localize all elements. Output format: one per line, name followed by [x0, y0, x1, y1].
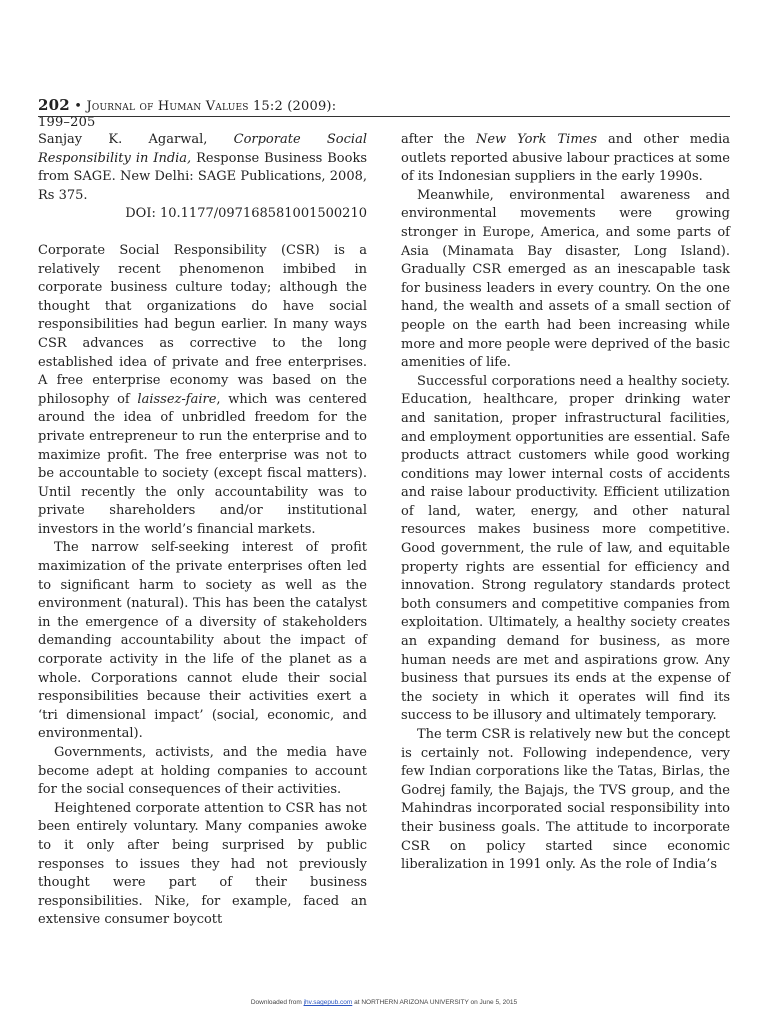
book-doi: DOI: 10.1177/097168581001500210 [125, 206, 367, 222]
book-author: Sanjay K. Agarwal, [38, 132, 234, 147]
left-paragraph-3: Governments, activists, and the media have become adept at holding companies to account for the social consequences of their activities. [38, 745, 367, 798]
left-paragraph-2: The narrow self-seeking interest of profit maximization of the private enterprises often led to significant harm to society as well as the environment (natural). This has been the catalyst in the emergence of a diversity of stakeholders demanding accountability about the impact of corporate activity in the life of the planet as a whole. Corporations cannot elude their social responsibilities because their activities exert a ‘tri dimensional impact’ (social, economic, and environmental). [38, 540, 367, 742]
right-paragraph-4: The term CSR is relatively new but the concept is certainly not. Following independence, very few Indian corporations like the Tatas, Birlas, the Godrej family, the Bajajs, the TVS group, and the Mahindras incorporated social responsibility into their business goals. The attitude to incorporate CSR on policy started since economic liberalization in 1991 only. As the role of India’s [401, 727, 730, 873]
right-paragraph-3: Successful corporations need a healthy society. Education, healthcare, proper drinking water and sanitation, proper infrastructural facilities, and employment opportunities are essential. Safe products attract customers while good working conditions may lower internal costs of accidents and raise labour productivity. Efficient utilization of land, water, energy, and other natural resources makes business more competitive. Good government, the rule of law, and equitable property rights are essential for efficiency and innovation. Strong regulatory standards protect both consumers and competitive companies from exploitation. Ultimately, a healthy society creates an expanding demand for business, as more human needs are met and aspirations grow. Any business that pursues its ends at the expense of the society in which it operates will find its success to be illusory and ultimately temporary. [401, 373, 730, 724]
header-rule [38, 116, 730, 117]
page-number: 202 [38, 96, 70, 114]
left-paragraph-1: Corporate Social Responsibility (CSR) is a relatively recent phenomenon imbibed in corporate business culture today; although the thought that organizations do have social responsibilities had begun earlier. In many ways CSR advances as corrective to the long established idea of private and free enterprises. A free enterprise economy was based on the philosophy of laissez-faire, which was centered around the idea of unbridled freedom for the private entrepreneur to run the enterprise and to maximize profit. The free enterprise was not to be accountable to society (except fiscal matters). Until recently the only accountability was to private shareholders and/or institutional investors in the world’s financial markets. [38, 242, 367, 537]
book-reference [38, 131, 367, 224]
left-paragraph-4: Heightened corporate attention to CSR has not been entirely voluntary. Many companies awoke to it only after being surprised by public responses to issues they had not previously thought were part of their business responsibilities. Nike, for example, faced an extensive consumer boycott [38, 800, 367, 928]
right-paragraph-1: after the New York Times and other media outlets reported abusive labour practices at some of its Indonesian suppliers in the early 1990s. [401, 132, 730, 185]
right-paragraph-2: Meanwhile, environmental awareness and environmental movements were growing stronger in Europe, America, and some parts of Asia (Minamata Bay disaster, Long Island). Gradually CSR emerged as an inescapable task for business leaders in every country. On the one hand, the wealth and assets of a small section of people on the earth had been increasing while more and more people were deprived of the basic amenities of life. [401, 187, 730, 371]
book-title: Corporate Social Responsibility in India, [38, 132, 367, 166]
running-header [38, 97, 368, 131]
footer-link[interactable]: jhv.sagepub.com [303, 999, 353, 1006]
download-footer: Downloaded from jhv.sagepub.com at NORTHERN ARIZONA UNIVERSITY on June 5, 2015 [250, 999, 518, 1006]
header-separator: • [74, 99, 83, 114]
right-column [401, 131, 730, 875]
journal-citation: Journal of Human Values 15:2 (2009): 199–205 [38, 99, 337, 130]
book-publisher: Response Business Books from SAGE. New Delhi: SAGE Publications, 2008, Rs 375. [38, 150, 368, 203]
left-column [38, 131, 367, 930]
